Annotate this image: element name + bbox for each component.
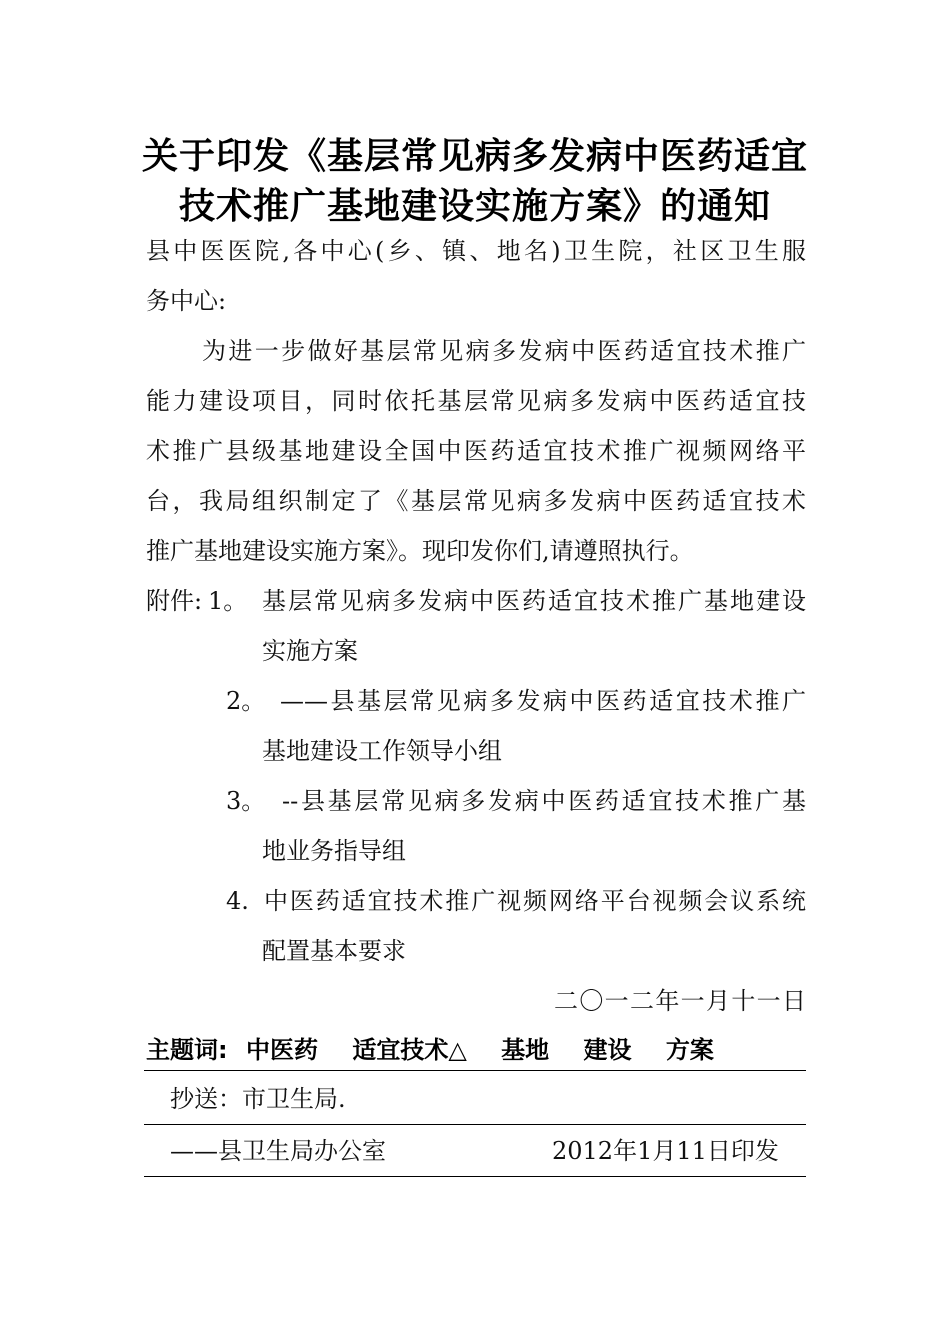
attachment-3-number: 3。 (226, 787, 266, 815)
divider-bottom (144, 1176, 806, 1177)
attachments-label: 附件: (146, 587, 203, 615)
divider-top (144, 1070, 806, 1071)
attachment-3-line-2: 地业务指导组 (262, 837, 406, 865)
body-paragraph-line-3: 术推广县级基地建设全国中医药适宜技术推广视频网络平 (146, 437, 806, 465)
keyword-term: 方案 (665, 1036, 714, 1064)
attachment-2-number: 2。 (226, 687, 266, 715)
document-title-line-1: 关于印发《基层常见病多发病中医药适宜 (141, 136, 808, 177)
attachment-3-line-1: --县基层常见病多发病中医药适宜技术推广基 (282, 787, 806, 815)
addressee-line-1: 县中医医院,各中心(乡、镇、地名)卫生院，社区卫生服 (146, 237, 806, 265)
body-paragraph-line-5: 推广基地建设实施方案》。现印发你们,请遵照执行。 (146, 537, 694, 565)
body-paragraph-line-4: 台，我局组织制定了《基层常见病多发病中医药适宜技术 (146, 487, 806, 515)
keyword-term: 适宜技术△ (352, 1036, 467, 1064)
issuing-office: ——县卫生局办公室 (170, 1137, 386, 1165)
issue-date-chinese: 二〇一二年一月十一日 (554, 987, 806, 1015)
keywords-label: 主题词: (146, 1036, 228, 1064)
print-date: 2012年1月11日印发 (552, 1137, 779, 1165)
attachment-4-line-2: 配置基本要求 (262, 937, 406, 965)
document-title-line-2: 技术推广基地建设实施方案》的通知 (178, 186, 771, 227)
keyword-term: 基地 (501, 1036, 550, 1064)
divider-middle (144, 1124, 806, 1125)
attachment-2-line-2: 基地建设工作领导小组 (262, 737, 502, 765)
attachment-1-line-2: 实施方案 (262, 637, 358, 665)
attachment-2-line-1: ——县基层常见病多发病中医药适宜技术推广 (280, 687, 806, 715)
body-paragraph-line-2: 能力建设项目，同时依托基层常见病多发病中医药适宜技 (146, 387, 806, 415)
keyword-term: 建设 (583, 1036, 632, 1064)
attachment-1-line-1: 基层常见病多发病中医药适宜技术推广基地建设 (262, 587, 806, 615)
attachment-1-number: 1。 (208, 587, 248, 615)
cc-line: 抄送：市卫生局. (170, 1085, 346, 1113)
subject-keywords (146, 1030, 740, 1065)
attachment-4-number: 4. (226, 887, 249, 915)
body-paragraph-line-1: 为进一步做好基层常见病多发病中医药适宜技术推广 (202, 337, 806, 365)
addressee-line-2: 务中心: (146, 287, 227, 315)
keyword-term: 中医药 (245, 1036, 318, 1064)
attachment-4-line-1: 中医药适宜技术推广视频网络平台视频会议系统 (264, 887, 806, 915)
